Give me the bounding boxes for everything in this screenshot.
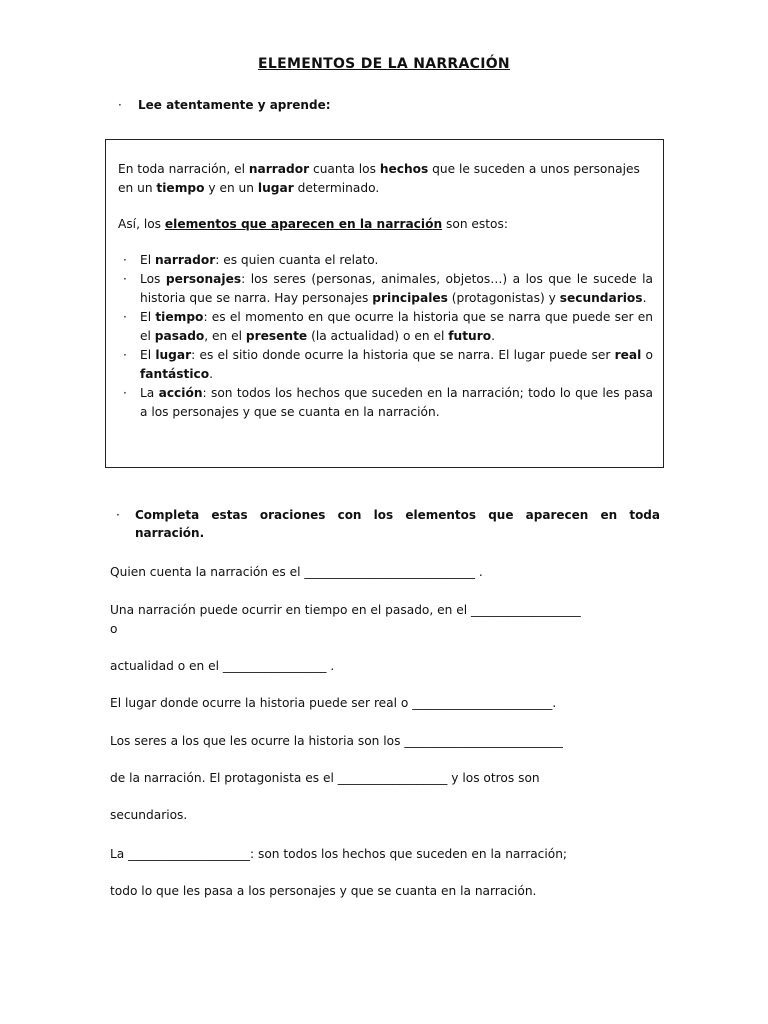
list-item-accion: · La acción: son todos los hechos que suceden en la narración; todo lo que les pasa a los personajes y que se cuanta en la narración. [123, 386, 653, 419]
section-heading-text: Lee atentamente y aprende: [138, 98, 331, 112]
info-box [105, 139, 664, 468]
exercise-line-6: de la narración. El protagonista es el __________________ y los otros son [110, 771, 540, 785]
list-item-personajes: · Los personajes: los seres (personas, animales, objetos…) a los que le sucede la historia que se narra. Hay personajes principales (protagonistas) y secundarios. [123, 272, 653, 305]
bullet-mark: · [116, 508, 120, 522]
exercise-line-7: secundarios. [110, 808, 188, 822]
list-item-tiempo: · El tiempo: es el momento en que ocurre la historia que se narra que puede ser en el pasado, en el presente (la actualidad) o en el futuro. [123, 310, 653, 343]
exercise-line-2: Una narración puede ocurrir en tiempo en el pasado, en el __________________ [110, 603, 581, 617]
elements-intro: Así, los elementos que aparecen en la narración son estos: [118, 217, 508, 231]
elements-list [118, 251, 653, 422]
exercise-line-1: Quien cuenta la narración es el ____________________________ . [110, 565, 483, 579]
section-heading-read [118, 98, 331, 112]
exercise-line-2b: o [110, 622, 118, 636]
exercise-instructions [110, 506, 660, 542]
list-item-narrador: · El narrador: es quien cuanta el relato. [123, 253, 379, 267]
instructions-line-1: Completa estas oraciones con los elementos que aparecen en toda [135, 508, 660, 522]
bullet-mark: · [118, 98, 122, 112]
exercise-line-4: El lugar donde ocurre la historia puede ser real o _______________________. [110, 696, 557, 710]
page-title: ELEMENTOS DE LA NARRACIÓN [258, 56, 510, 72]
intro-paragraph: En toda narración, el narrador cuanta los hechos que le suceden a unos personajes en un tiempo y en un lugar determinado. [118, 162, 640, 195]
exercise-line-5: Los seres a los que les ocurre la historia son los __________________________ [110, 734, 563, 748]
exercise-line-8: La ____________________: son todos los hechos que suceden en la narración; [110, 847, 568, 861]
list-item-lugar: · El lugar: es el sitio donde ocurre la historia que se narra. El lugar puede ser real o fantástico. [123, 348, 653, 381]
exercise-line-9: todo lo que les pasa a los personajes y que se cuanta en la narración. [110, 884, 537, 898]
instructions-line-2: narración. [135, 526, 205, 540]
exercise-line-3: actualidad o en el _________________ . [110, 659, 335, 673]
